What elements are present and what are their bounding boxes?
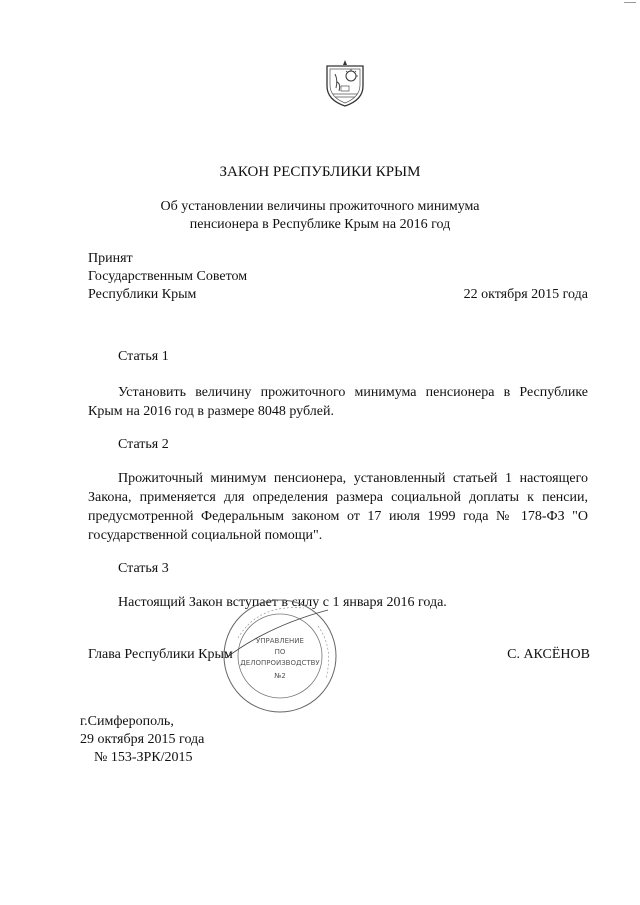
article-2-text: Прожиточный минимум пенсионера, установленный статьей 1 настоящего Закона, применяется для определения размера социальной доплаты к пенсии, предусмотренной Федеральным законом от 17 июля 1999 года № 178-ФЗ "О государственной социальной помощи". bbox=[88, 471, 588, 543]
subtitle-line-2: пенсионера в Республике Крым на 2016 год bbox=[189, 217, 451, 232]
adopted-line-2: Государственным Советом bbox=[88, 269, 248, 284]
stamp-line-1: УПРАВЛЕНИЕ bbox=[256, 637, 304, 645]
subtitle-line-1: Об установлении величины прожиточного минимума bbox=[160, 199, 480, 214]
document-title: ЗАКОН РЕСПУБЛИКИ КРЫМ bbox=[219, 164, 421, 180]
place: г.Симферополь, bbox=[80, 714, 174, 729]
stamp-line-2: ПО bbox=[274, 648, 286, 656]
adopted-line-1: Принят bbox=[88, 251, 133, 266]
signature-title: Глава Республики Крым bbox=[88, 647, 233, 662]
stamp-line-4: №2 bbox=[274, 672, 286, 680]
article-1-heading: Статья 1 bbox=[118, 349, 169, 364]
article-3-heading: Статья 3 bbox=[118, 561, 169, 576]
signing-date: 29 октября 2015 года bbox=[80, 732, 205, 747]
stamp-line-3: ДЕЛОПРОИЗВОДСТВУ bbox=[240, 659, 320, 667]
signature-name: С. АКСЁНОВ bbox=[507, 647, 590, 662]
article-3-text: Настоящий Закон вступает в силу с 1 января 2016 года. bbox=[118, 595, 447, 610]
adopted-line-3: Республики Крым bbox=[88, 287, 197, 302]
law-number: № 153-ЗРК/2015 bbox=[94, 750, 193, 765]
adopted-date: 22 октября 2015 года bbox=[463, 287, 588, 302]
coat-of-arms-emblem-icon bbox=[323, 58, 367, 108]
article-1-text: Установить величину прожиточного минимума пенсионера в Республике Крым на 2016 год в размере 8048 рублей. bbox=[88, 385, 588, 419]
article-2-heading: Статья 2 bbox=[118, 437, 169, 452]
scan-corner-mark bbox=[624, 2, 636, 3]
